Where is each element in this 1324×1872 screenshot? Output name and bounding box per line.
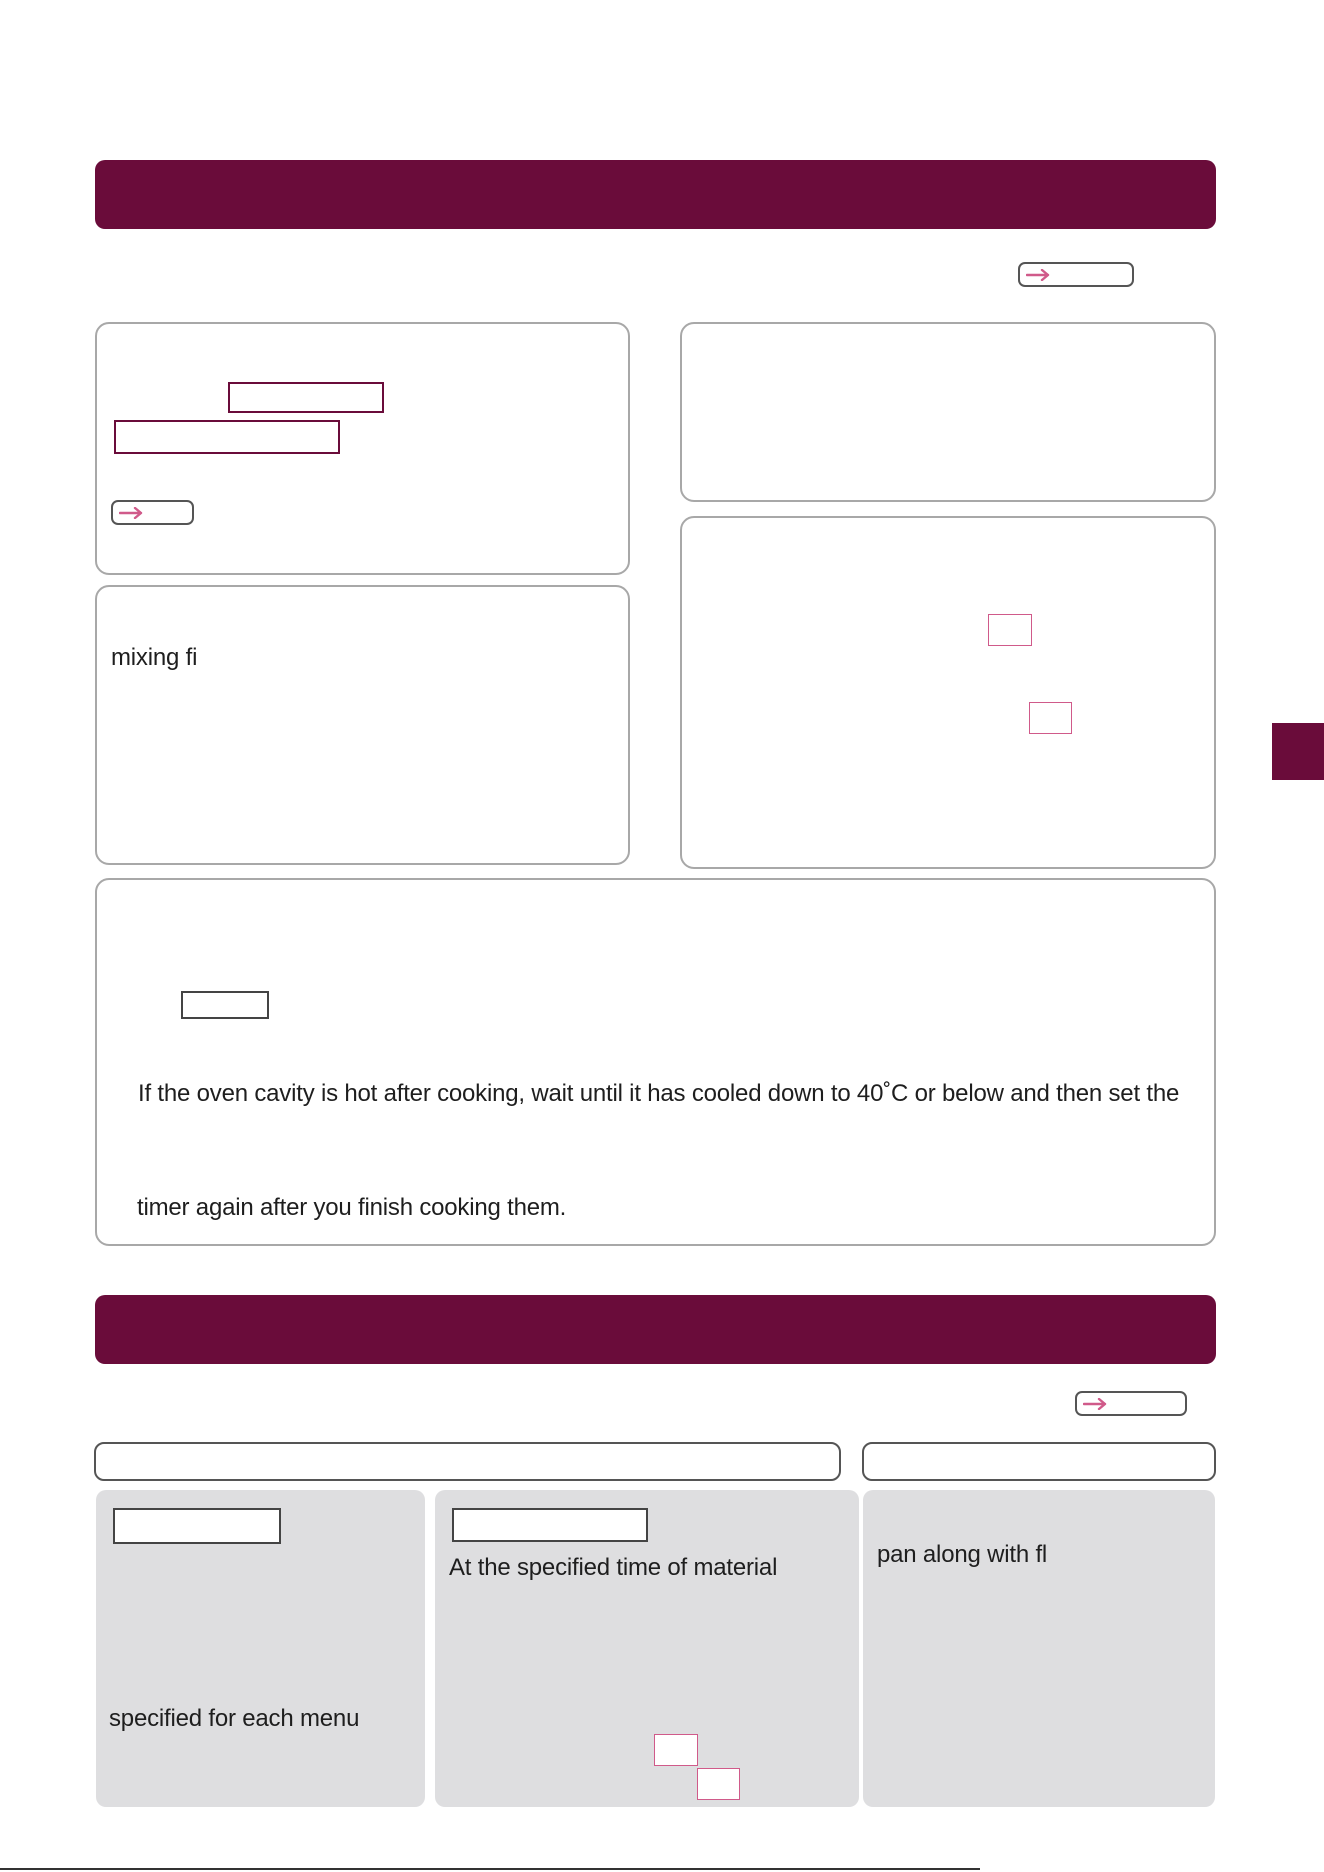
page-reference-box-3[interactable] [1075, 1391, 1187, 1416]
right-arrow-icon [119, 507, 145, 519]
page-reference-box-1[interactable] [1018, 262, 1134, 287]
column-header-right [862, 1442, 1216, 1481]
right-arrow-icon [1026, 269, 1052, 281]
step-2-text: At the specified time of material [449, 1554, 778, 1581]
right-arrow-icon [1083, 1398, 1109, 1410]
notes-line-1: If the oven cavity is hot after cooking, wait until it has cooled down to 40˚C or below and then set the [138, 1080, 1180, 1107]
highlight-label-2 [114, 420, 340, 454]
info-panel-middle-right [680, 516, 1216, 869]
page-bottom-rule [0, 1868, 980, 1870]
column-header-left [94, 1442, 841, 1481]
step-label-1 [113, 1508, 281, 1544]
chapter-side-tab [1272, 723, 1324, 780]
key-indicator-1 [988, 614, 1032, 646]
section-banner-1 [95, 160, 1216, 229]
mixing-text: mixing fi [111, 644, 198, 671]
step-label-2 [452, 1508, 648, 1542]
step-1-text: specified for each menu [109, 1705, 360, 1732]
notes-panel [95, 878, 1216, 1246]
key-indicator-2 [1029, 702, 1072, 734]
highlight-label-1 [228, 382, 384, 413]
notes-line-2: timer again after you finish cooking them. [137, 1194, 567, 1221]
step-3-text: pan along with fl [877, 1541, 1048, 1568]
notes-label-box [181, 991, 269, 1019]
key-indicator-3 [654, 1734, 698, 1766]
page-reference-box-2[interactable] [111, 500, 194, 525]
section-banner-2 [95, 1295, 1216, 1364]
info-panel-middle-left [95, 585, 630, 865]
info-panel-top-right [680, 322, 1216, 502]
step-panel-3 [863, 1490, 1215, 1807]
key-indicator-4 [697, 1768, 740, 1800]
